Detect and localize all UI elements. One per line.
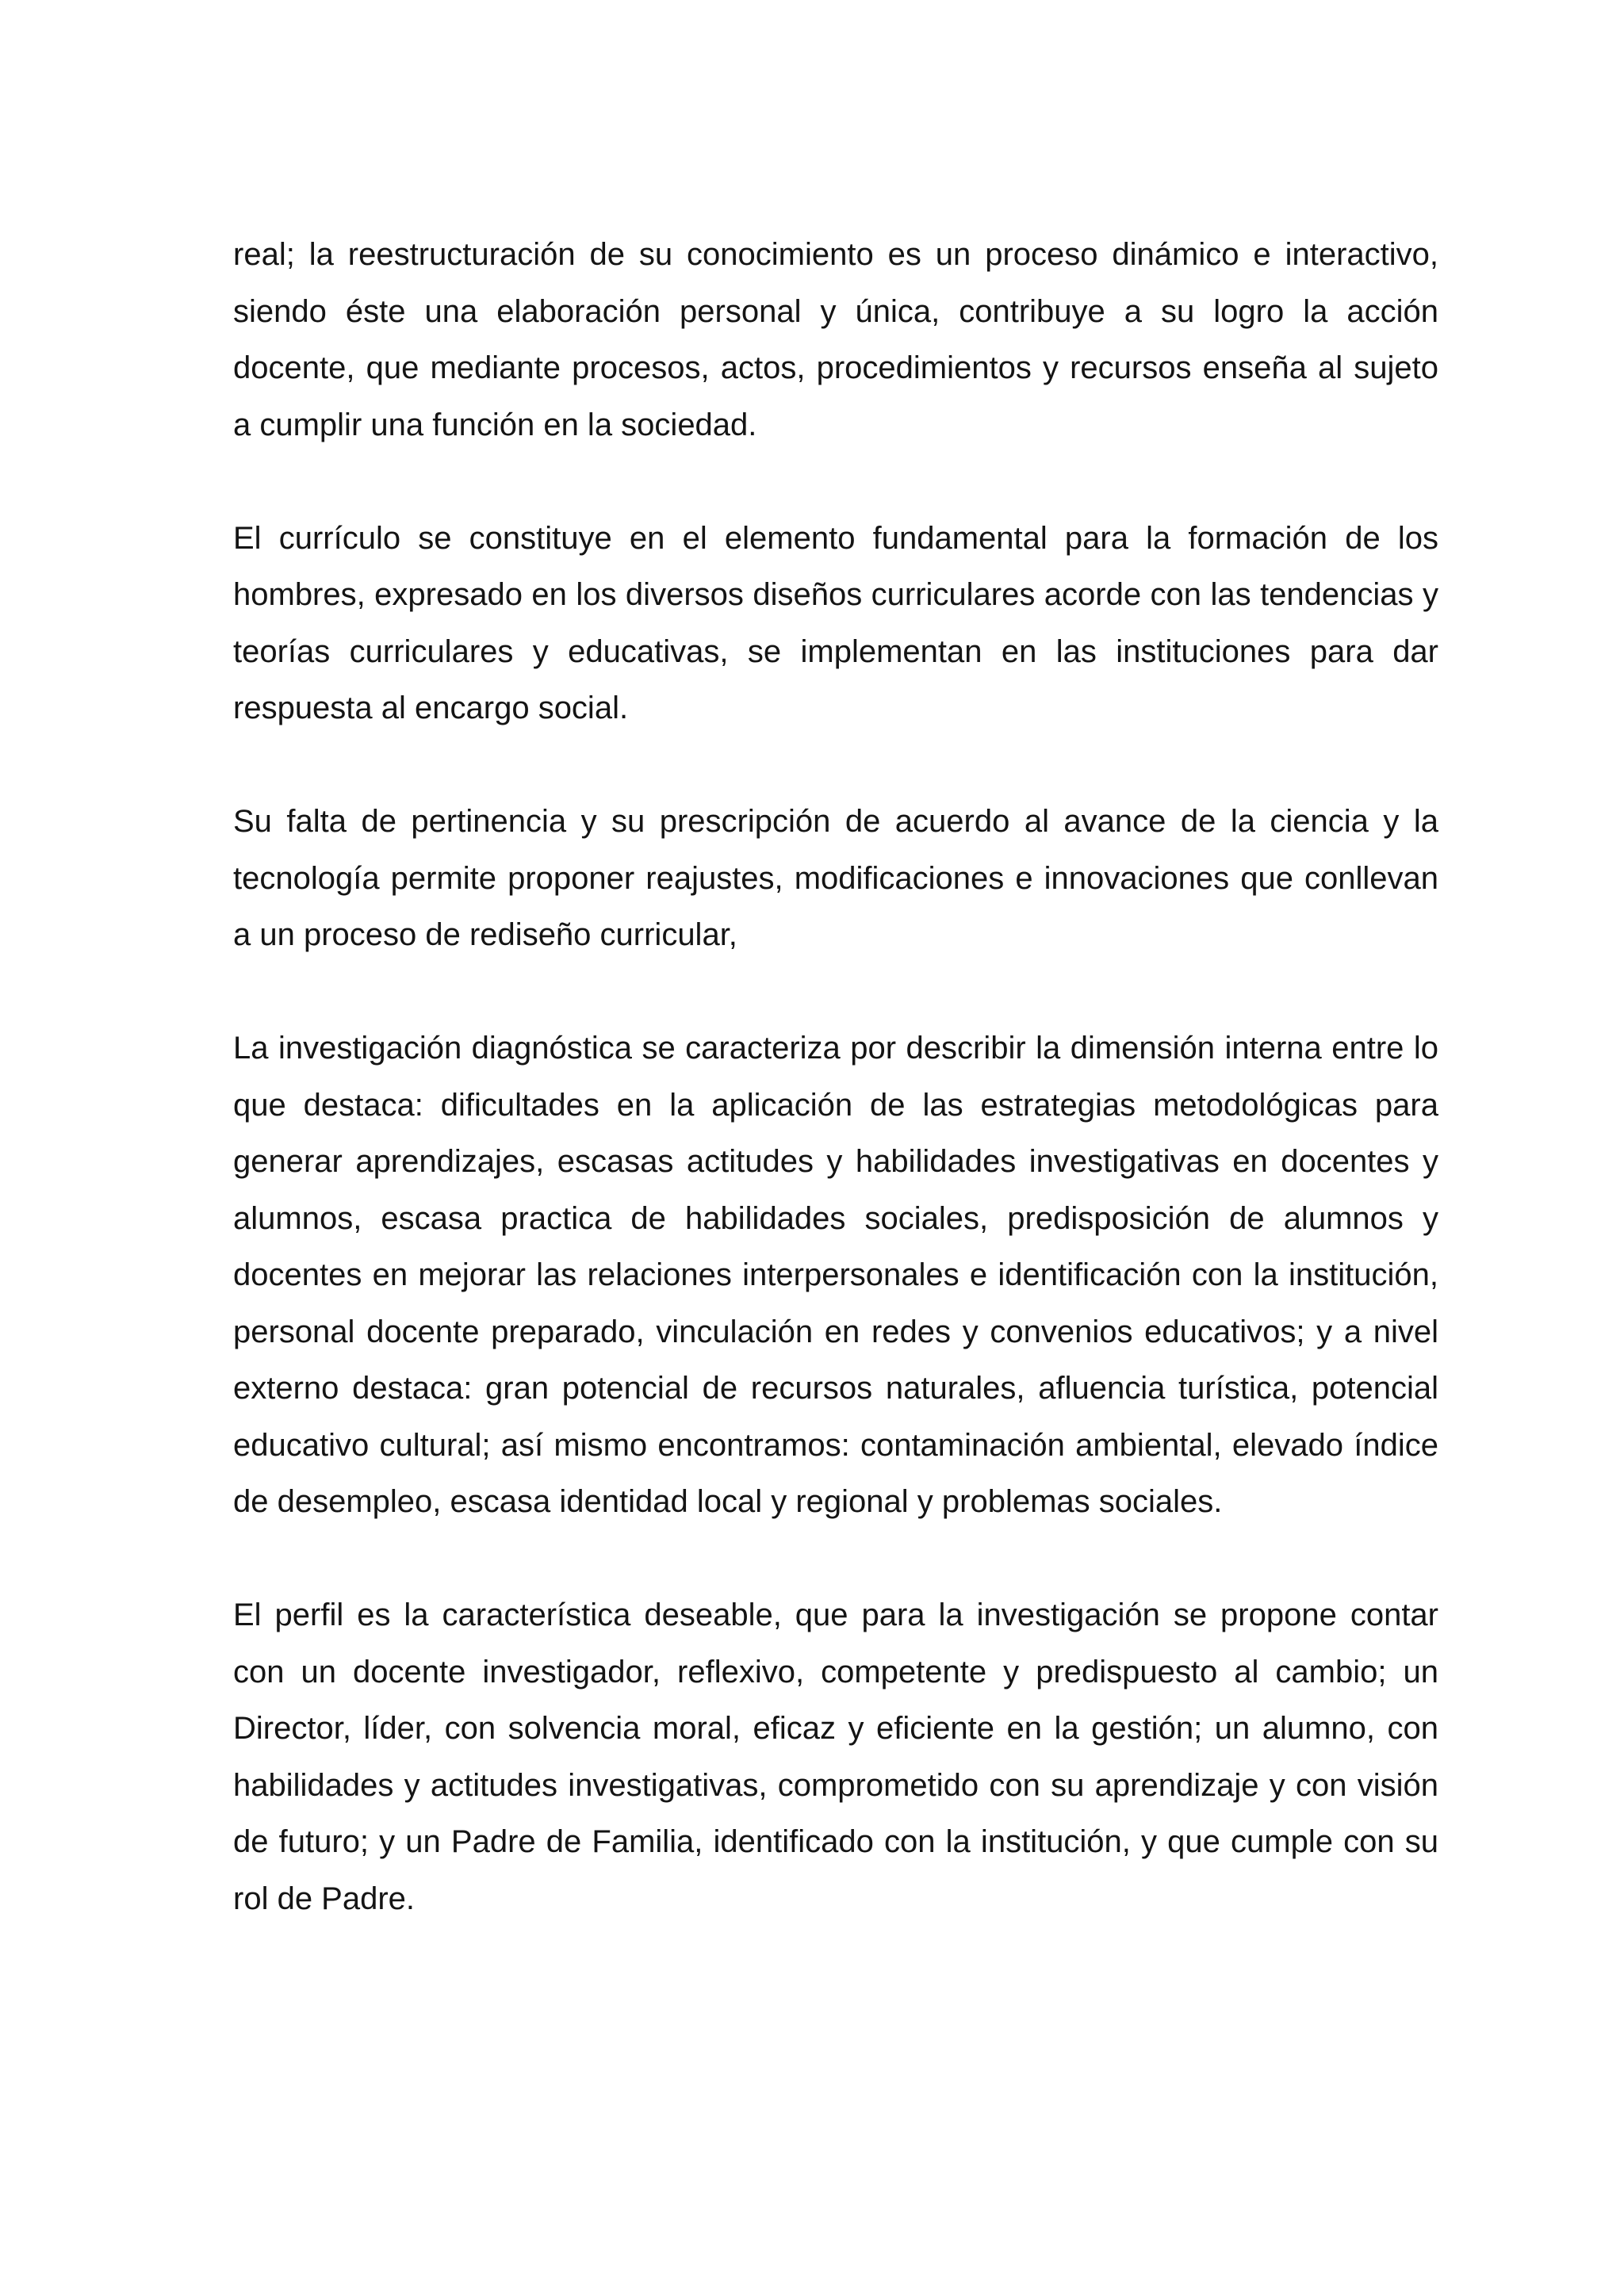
paragraph-relevance: Su falta de pertinencia y su prescripción de acuerdo al avance de la ciencia y la tecnología permite proponer reajustes, modificaciones e innovaciones que conllevan a un proceso de rediseño curricular, — [233, 804, 1438, 952]
body-text — [233, 227, 1438, 1927]
paragraph-diagnostic-research: La investigación diagnóstica se caracteriza por describir la dimensión interna entre lo que destaca: dificultades en la aplicación de las estrategias metodológicas para generar aprendizajes, escasas actitudes y habilidades investigativas en docentes y alumnos, escasa practica de habilidades sociales, predisposición de alumnos y docentes en mejorar las relaciones interpersonales e identificación con la institución, personal docente preparado, vinculación en redes y convenios educativos; y a nivel externo destaca: gran potencial de recursos naturales, afluencia turística, potencial educativo cultural; así mismo encontramos: contaminación ambiental, elevado índice de desempleo, escasa identidad local y regional y problemas sociales. — [233, 1031, 1438, 1519]
paragraph-profile: El perfil es la característica deseable, que para la investigación se propone contar con un docente investigador, reflexivo, competente y predispuesto al cambio; un Director, líder, con solvencia moral, eficaz y eficiente en la gestión; un alumno, con habilidades y actitudes investigativas, comprometido con su aprendizaje y con visión de futuro; y un Padre de Familia, identificado con la institución, y que cumple con su rol de Padre. — [233, 1598, 1438, 1916]
paragraph-learning-process: real; la reestructuración de su conocimiento es un proceso dinámico e interactivo, siendo éste una elaboración personal y única, contribuye a su logro la acción docente, que mediante procesos, actos, procedimientos y recursos enseña al sujeto a cumplir una función en la sociedad. — [233, 237, 1438, 442]
paragraph-curriculum: El currículo se constituye en el elemento fundamental para la formación de los hombres, expresado en los diversos diseños curriculares acorde con las tendencias y teorías curriculares y educativas, se implementan en las instituciones para dar respuesta al encargo social. — [233, 520, 1438, 725]
